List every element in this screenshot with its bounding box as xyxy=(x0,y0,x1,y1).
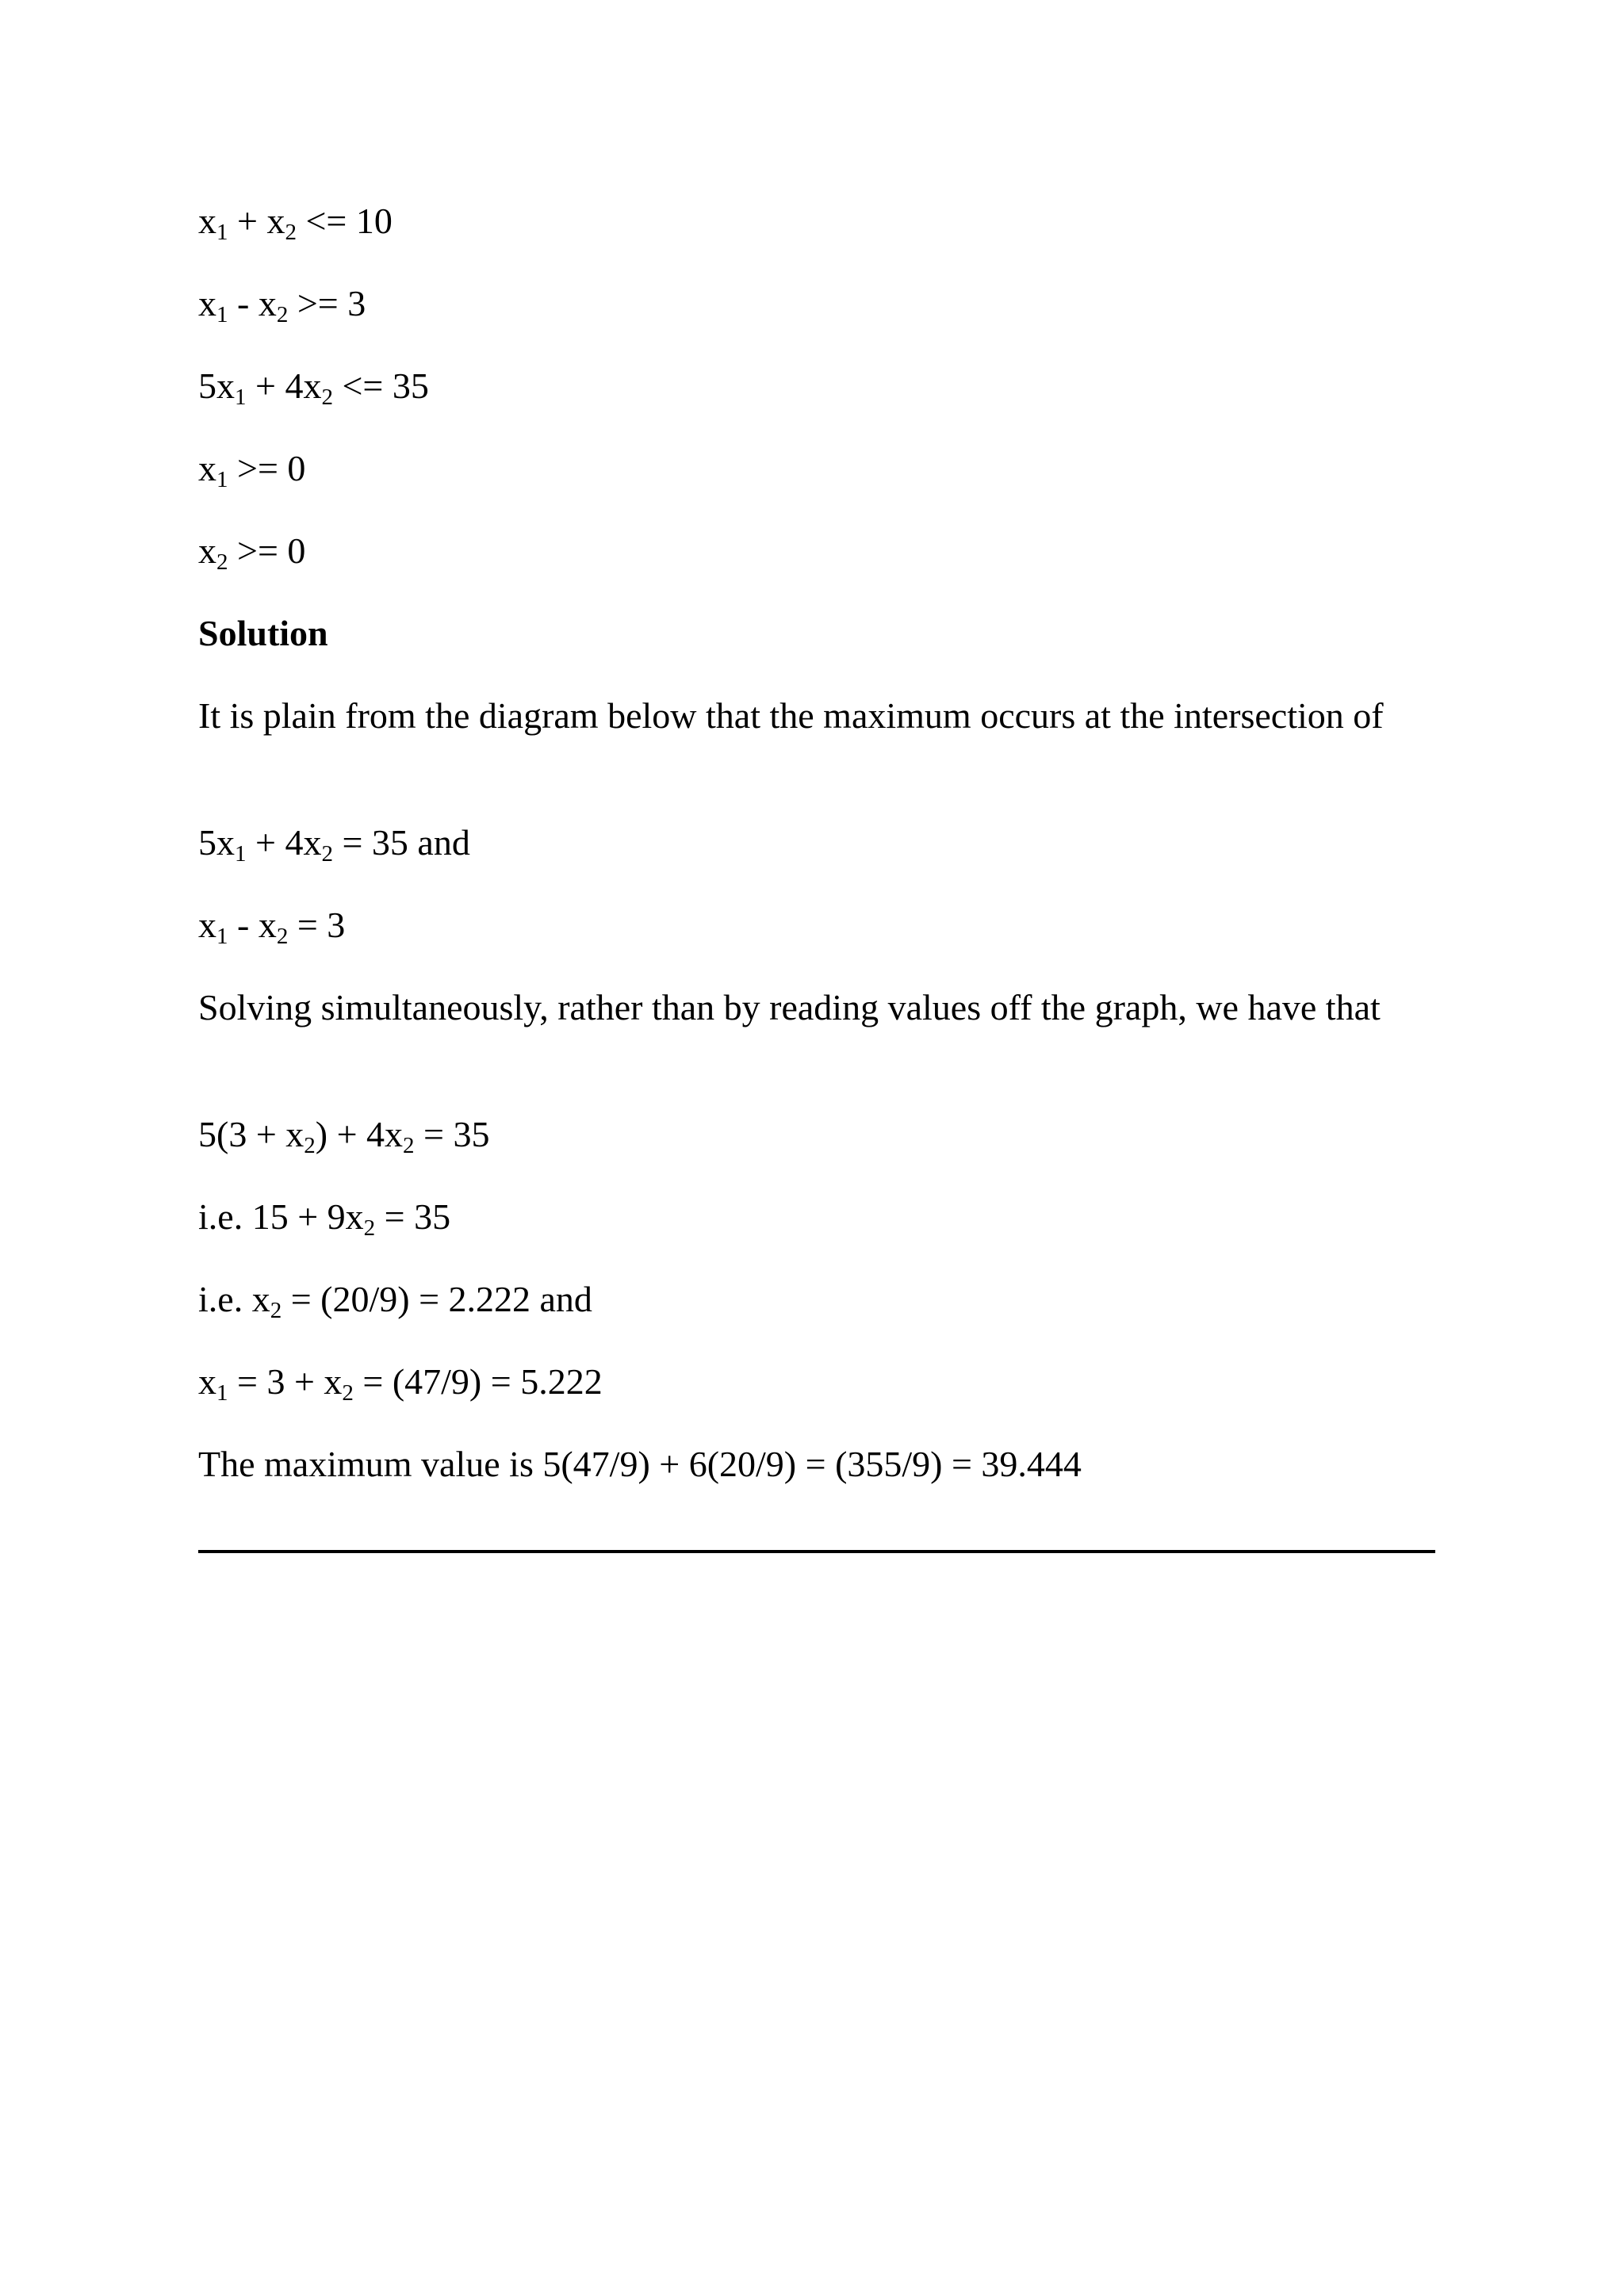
constraint-1: $x_1 + x_2 <= 10$ xyxy=(198,201,393,246)
step-4: $x_1 = 3 + x_2 = (47/9) = 5.222$ xyxy=(198,1361,603,1406)
solution-heading: Solution xyxy=(198,613,328,653)
equation-1: $5x_1 + 4x_2 = 35$ and xyxy=(198,822,470,867)
horizontal-rule xyxy=(198,1550,1435,1553)
step-2: i.e. $15 + 9x_2 = 35$ xyxy=(198,1196,451,1242)
solving-paragraph: Solving simultaneously, rather than by reading values off the graph, we have that xyxy=(198,987,1381,1027)
constraint-5: $x_2 >= 0$ xyxy=(198,530,306,576)
equation-2: $x_1 - x_2 = 3$ xyxy=(198,905,346,950)
constraint-4: $x_1 >= 0$ xyxy=(198,448,306,493)
constraint-3: $5x_1 + 4x_2 <= 35$ xyxy=(198,365,429,411)
step-3: i.e. $x_2 = (20/9) = 2.222$ and xyxy=(198,1279,592,1324)
result-line: The maximum value is 5(47/9) + 6(20/9) = (355/9) = 39.444 xyxy=(198,1444,1082,1484)
constraint-2: $x_1 - x_2 >= 3$ xyxy=(198,283,366,328)
step-1: $5(3 + x_2) + 4x_2 = 35$ xyxy=(198,1114,490,1159)
solution-intro: It is plain from the diagram below that the maximum occurs at the intersection of xyxy=(198,695,1384,736)
